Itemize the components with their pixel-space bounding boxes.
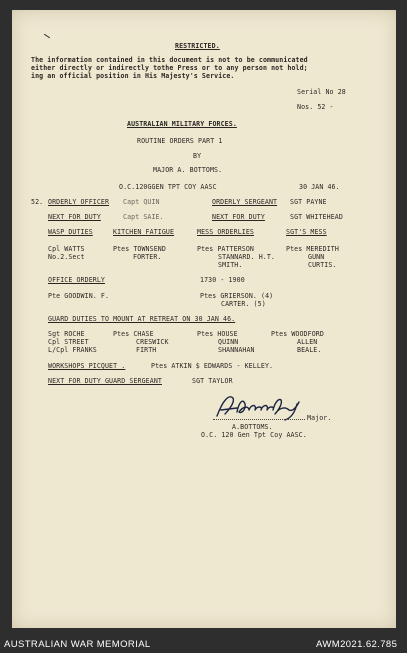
guard-col1-row2: Cpl STREET: [48, 338, 89, 346]
mess-line-3: SMITH.: [218, 261, 243, 269]
notice-line-3: ing an official position in His Majesty's Service.: [31, 72, 235, 80]
serial-number: Serial No 28: [297, 88, 346, 96]
guard-col1-row3: L/Cpl FRANKS: [48, 346, 97, 354]
workshops-picquet-value: Ptes ATKIN $ EDWARDS - KELLEY.: [151, 362, 274, 370]
sgts-line-3: CURTIS.: [308, 261, 337, 269]
handwritten-signature: [213, 392, 305, 422]
signatory-title: O.C. 120 Gen Tpt Coy AASC.: [201, 431, 307, 439]
wasp-line-2: No.2.Sect: [48, 253, 85, 261]
section-number: 52.: [31, 198, 44, 206]
guard-col3-row1: Ptes HOUSE: [197, 330, 238, 338]
sgts-line-1: Ptes MEREDITH: [286, 245, 339, 253]
orderly-officer-label: ORDERLY OFFICER: [48, 198, 110, 206]
order-numbers: Nos. 52 -: [297, 103, 334, 111]
kitchen-fatigue-label: KITCHEN FATIGUE: [113, 228, 175, 236]
mess-line-2: STANNARD. H.T.: [218, 253, 275, 261]
notice-line-2: either directly or indirectly tothe Press or to any person not hold;: [31, 64, 308, 72]
orderly-sergeant-value: SGT PAYNE: [290, 198, 327, 206]
wasp-duties-label: WASP DUTIES: [48, 228, 93, 236]
orders-title: ROUTINE ORDERS PART 1: [137, 137, 223, 145]
time-line-2: CARTER. (5): [221, 300, 266, 308]
next-for-duty-officer-value: Capt SAIE.: [123, 213, 164, 221]
office-orderly-label: OFFICE ORDERLY: [48, 276, 105, 284]
unit-name: O.C.120GGEN TPT COY AASC: [119, 183, 217, 191]
orderly-officer-value: Capt QUIN: [123, 198, 160, 206]
organisation: AUSTRALIAN MILITARY FORCES.: [127, 120, 237, 128]
signatory-name: A.BOTTOMS.: [232, 423, 273, 431]
guard-col4-row1: Ptes WOODFORD: [271, 330, 324, 338]
next-guard-sergeant-label: NEXT FOR DUTY GUARD SERGEANT: [48, 377, 162, 385]
orderly-sergeant-label: ORDERLY SERGEANT: [212, 198, 278, 206]
mess-line-1: Ptes PATTERSON: [197, 245, 254, 253]
signatory-rank: Major.: [307, 414, 332, 422]
next-for-duty-officer-label: NEXT FOR DUTY: [48, 213, 101, 221]
footer-institution: AUSTRALIAN WAR MEMORIAL: [4, 639, 151, 650]
sgts-line-2: GUNN: [308, 253, 325, 261]
guard-duties-heading: GUARD DUTIES TO MOUNT AT RETREAT ON 30 JAN 46.: [48, 315, 236, 323]
time-range: 1730 - 1900: [200, 276, 245, 284]
office-orderly-value: Pte GOODWIN. F.: [48, 292, 110, 300]
footer-accession-number: AWM2021.62.785: [316, 639, 398, 650]
guard-col3-row2: QUINN: [218, 338, 239, 346]
guard-col4-row3: BEALE.: [297, 346, 322, 354]
kitchen-line-1: Ptes TOWNSEND: [113, 245, 166, 253]
mess-orderlies-label: MESS ORDERLIES: [197, 228, 254, 236]
wasp-line-1: Cpl WATTS: [48, 245, 85, 253]
guard-col3-row3: SHANNAHAN: [218, 346, 255, 354]
kitchen-line-2: FORTER.: [133, 253, 162, 261]
order-date: 30 JAN 46.: [299, 183, 340, 191]
guard-col2-row2: CRESWICK: [136, 338, 169, 346]
restricted-heading: RESTRICTED.: [175, 42, 220, 50]
guard-col4-row2: ALLEN: [297, 338, 318, 346]
guard-col2-row1: Ptes CHASE: [113, 330, 154, 338]
workshops-picquet-label: WORKSHOPS PICQUET .: [48, 362, 126, 370]
by-line: BY: [193, 152, 202, 160]
major-name: MAJOR A. BOTTOMS.: [153, 166, 223, 174]
next-guard-sergeant-value: SGT TAYLOR: [192, 377, 233, 385]
next-for-duty-sergeant-value: SGT WHITEHEAD: [290, 213, 343, 221]
signature-line: [213, 419, 305, 420]
time-line-1: Ptes GRIERSON. (4): [200, 292, 274, 300]
notice-line-1: The information contained in this document is not to be communicated: [31, 56, 308, 64]
next-for-duty-sergeant-label: NEXT FOR DUTY: [212, 213, 265, 221]
sgts-mess-label: SGT'S MESS: [286, 228, 327, 236]
guard-col1-row1: Sgt ROCHE: [48, 330, 85, 338]
pen-mark: [44, 34, 50, 38]
guard-col2-row3: FIRTH: [136, 346, 157, 354]
